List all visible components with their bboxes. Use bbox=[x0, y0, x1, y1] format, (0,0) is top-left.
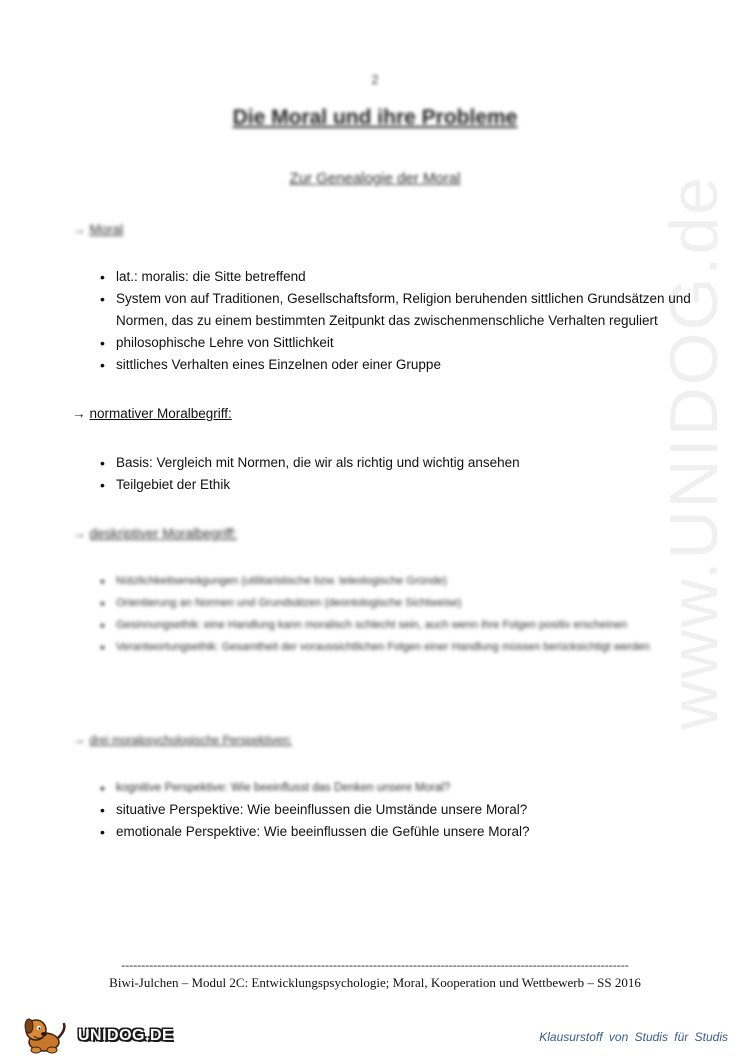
section-heading-perspektiven: → drei moralpsychologische Perspektiven: bbox=[72, 732, 293, 747]
arrow-icon: → bbox=[72, 406, 86, 421]
list-item: • philosophische Lehre von Sittlichkeit bbox=[100, 332, 700, 354]
footer-text: Biwi-Julchen – Modul 2C: Entwicklungspsychologie; Moral, Kooperation und Wettbewerb – SS 2016 bbox=[109, 975, 641, 990]
dog-icon bbox=[22, 1016, 80, 1054]
list-perspektiven bbox=[100, 777, 700, 843]
list-item: • Basis: Vergleich mit Normen, die wir als richtig und wichtig ansehen bbox=[100, 452, 700, 474]
list-item: • Orientierung an Normen und Grundsätzen (deontologische Sichtweise) bbox=[100, 592, 700, 614]
page-number: 2 bbox=[371, 72, 379, 87]
page-title: Die Moral und ihre Probleme bbox=[232, 106, 518, 129]
arrow-icon: → bbox=[72, 732, 86, 747]
list-item: • Teilgebiet der Ethik bbox=[100, 474, 700, 496]
section-heading-normativ: → normativer Moralbegriff: bbox=[72, 406, 232, 421]
list-item: • emotionale Perspektive: Wie beeinflussen die Gefühle unsere Moral? bbox=[100, 821, 700, 843]
arrow-icon: → bbox=[72, 222, 86, 237]
section-heading-moral: → Moral bbox=[72, 222, 124, 237]
logo-text: UNIDOG.DE bbox=[78, 1027, 174, 1044]
list-normativ bbox=[100, 452, 700, 496]
list-item: • kognitive Perspektive: Wie beeinflusst das Denken unsere Moral? bbox=[100, 777, 700, 799]
section-heading-deskriptiv: → deskriptiver Moralbegriff: bbox=[72, 526, 238, 541]
slogan: Klausurstoff von Studis für Studis bbox=[539, 1030, 728, 1044]
watermark: www.UNIDOG.de bbox=[656, 175, 732, 730]
list-item: • lat.: moralis: die Sitte betreffend bbox=[100, 266, 700, 288]
list-item: • Gesinnungsethik: eine Handlung kann moralisch schlecht sein, auch wenn ihre Folgen positiv erscheinen bbox=[100, 614, 700, 636]
list-item: • System von auf Traditionen, Gesellschaftsform, Religion beruhenden sittlichen Grundsätzen und Normen, das zu einem bestimmten Zeitpunkt das zwischenmenschliche Verhalten reguliert bbox=[100, 288, 700, 332]
list-item: • Nützlichkeitserwägungen (utilitaristische bzw. teleologische Gründe) bbox=[100, 570, 700, 592]
unidog-logo bbox=[22, 1016, 174, 1052]
arrow-icon: → bbox=[72, 526, 86, 541]
list-moral bbox=[100, 266, 700, 376]
footer-divider: ------------------------------------------------------------------------------------------------------------------------------- bbox=[121, 958, 629, 972]
list-item: • Verantwortungsethik: Gesamtheit der voraussichtlichen Folgen einer Handlung müssen berücksichtigt werden bbox=[100, 636, 700, 658]
list-item: • situative Perspektive: Wie beeinflussen die Umstände unsere Moral? bbox=[100, 799, 700, 821]
list-deskriptiv bbox=[100, 570, 700, 658]
list-item: • sittliches Verhalten eines Einzelnen oder einer Gruppe bbox=[100, 354, 700, 376]
page-subtitle: Zur Genealogie der Moral bbox=[289, 170, 461, 187]
